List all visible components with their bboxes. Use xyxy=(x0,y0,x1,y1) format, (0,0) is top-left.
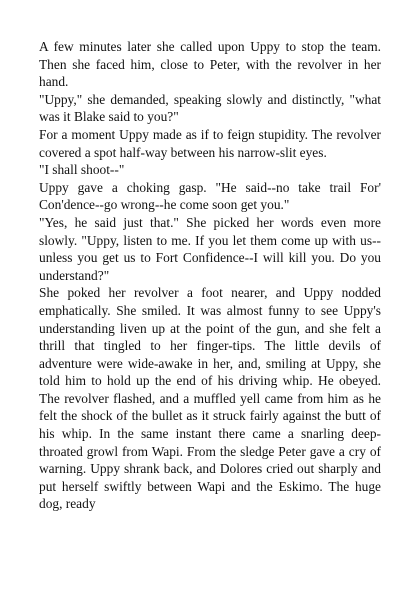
paragraph: "Uppy," she demanded, speaking slowly and distinctly, "what was it Blake said to you?" xyxy=(39,91,381,125)
paragraph: She poked her revolver a foot nearer, and Uppy nodded emphatically. She smiled. It was almost funny to see Uppy's understanding liven up at the point of the gun, and she felt a thrill that tingled to her finger-tips. The little devils of adventure were wide-awake in her, and, smiling at Uppy, she told him to hold up the end of his driving whip. He obeyed. The revolver flashed, and a muffled yell came from him as he felt the shock of the bullet as it struck fairly against the butt of his whip. In the same instant there came a snarling deep-throated growl from Wapi. From the sledge Peter gave a cry of warning. Uppy shrank back, and Dolores cried out sharply and put herself swiftly between Wapi and the Eskimo. The huge dog, ready xyxy=(39,285,381,512)
paragraph: A few minutes later she called upon Uppy to stop the team. Then she faced him, close to Peter, with the revolver in her hand. xyxy=(39,39,381,90)
paragraph: For a moment Uppy made as if to feign stupidity. The revolver covered a spot half-way between his narrow-slit eyes. xyxy=(39,126,381,160)
page-text xyxy=(39,38,381,513)
paragraph: "I shall shoot--" xyxy=(39,162,125,178)
paragraph: "Yes, he said just that." She picked her words even more slowly. "Uppy, listen to me. If you let them come up with us--unless you get us to Fort Confidence--I will kill you. Do you understand?" xyxy=(39,214,381,283)
paragraph: Uppy gave a choking gasp. "He said--no take trail For' Con'dence--go wrong--he come soon get you." xyxy=(39,179,381,213)
